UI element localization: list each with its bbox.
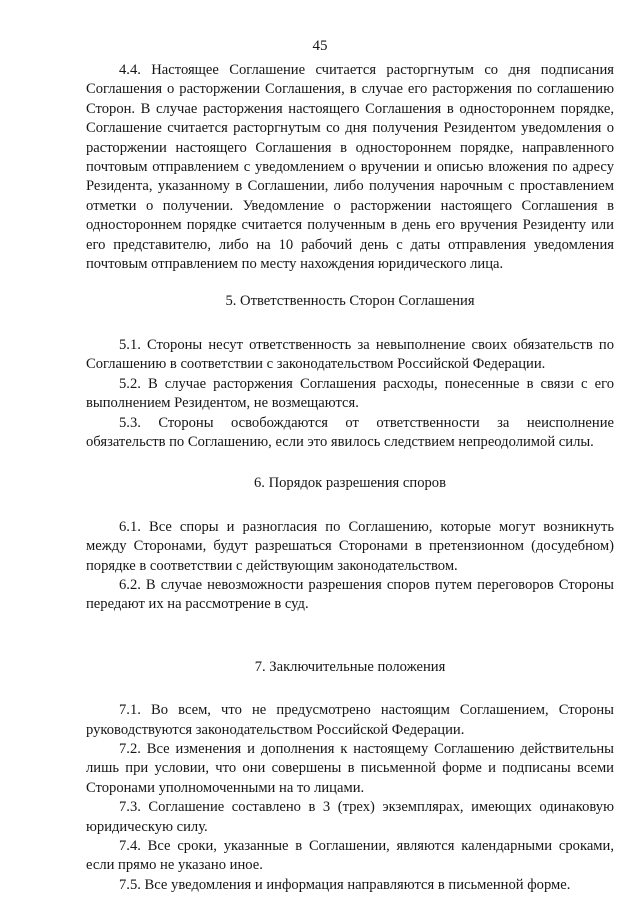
section-7-heading: 7. Заключительные положения — [254, 658, 446, 675]
clause-6-2: 6.2. В случае невозможности разрешения споров путем переговоров Стороны передают их на рассмотрение в суд. — [86, 576, 614, 613]
clause-5-2: 5.2. В случае расторжения Соглашения расходы, понесенные в связи с его выполнением Резидентом, не возмещаются. — [86, 375, 614, 412]
clause-7-5: 7.5. Все уведомления и информация направляются в письменной форме. — [119, 876, 571, 893]
clause-5-3: 5.3. Стороны освобождаются от ответственности за неисполнение обязательств по Соглашению, если это явилось следствием непреодолимой силы. — [86, 414, 614, 450]
document-body — [86, 61, 614, 895]
clause-4-4: 4.4. Настоящее Соглашение считается расторгнутым со дня подписания Соглашения о расторжении Соглашения, в случае его расторжения по соглашению Сторон. В случае расторжения настоящего Соглашения в одностороннем порядке, Соглашение считается расторгнутым со дня получения Резидентом уведомления о расторжении настоящего Соглашения в одностороннем порядке, направленного почтовым отправлением с уведомлением о вручении и описью вложения по адресу Резидента, указанному в Соглашении, либо получения нарочным с проставлением отметки о получении. Уведомление о расторжении настоящего Соглашения в одностороннем порядке считается полученным в день его вручения Резиденту или его представителю, либо на 10 рабочий день с даты отправления уведомления почтовым отправлением по месту нахождения юридического лица. — [86, 62, 614, 273]
clause-7-2: 7.2. Все изменения и дополнения к настоящему Соглашению действительны лишь при условии, что они совершены в письменной форме и подписаны всеми Сторонами уполномоченными на то лицами. — [86, 740, 614, 796]
clause-7-4: 7.4. Все сроки, указанные в Соглашении, являются календарными сроками, если прямо не указано иное. — [86, 838, 614, 874]
section-5-heading: 5. Ответственность Сторон Соглашения — [225, 293, 475, 310]
clause-5-1: 5.1. Стороны несут ответственность за невыполнение своих обязательств по Соглашению в соответствии с законодательством Российской Федерации. — [86, 336, 614, 373]
clause-7-3: 7.3. Соглашение составлено в 3 (трех) экземплярах, имеющих одинаковую юридическую силу. — [86, 799, 614, 835]
clause-7-1: 7.1. Во всем, что не предусмотрено настоящим Соглашением, Стороны руководствуются законодательством Российской Федерации. — [86, 702, 614, 738]
section-6-heading: 6. Порядок разрешения споров — [254, 475, 446, 492]
page-number: 45 — [312, 38, 328, 54]
clause-6-1: 6.1. Все споры и разногласия по Соглашению, которые могут возникнуть между Сторонами, будут разрешаться Сторонами в претензионном (досудебном) порядке в соответствии с действующим законодательством. — [86, 518, 614, 574]
